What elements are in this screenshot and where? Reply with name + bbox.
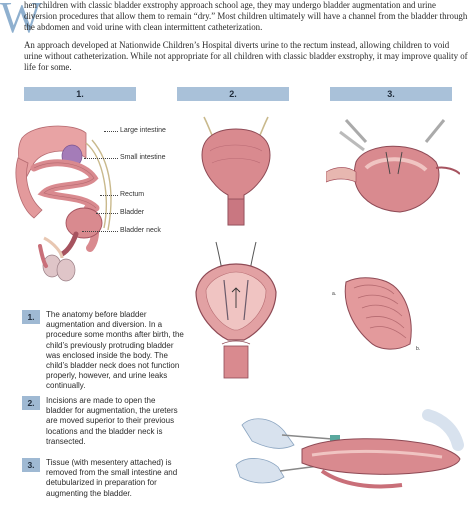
- leader-large-intestine: [104, 131, 118, 132]
- intro-paragraph-1: hen children with classic bladder exstrophy approach school age, they may undergo bladder augmentation and urine diversion procedures that allow them to remain “dry.” Most children ultimately will have a channel from the bladder through the abdomen and void urine with clean intermittent catheterization.: [24, 0, 468, 33]
- label-small-intestine: Small intestine: [120, 154, 166, 161]
- step-3-text: Tissue (with mesentery attached) is removed from the small intestine and detubularized in preparation for augmenting the bladder.: [46, 458, 178, 498]
- step-2: [22, 396, 178, 456]
- anatomy-drawing: [14, 118, 134, 290]
- label-large-intestine: Large intestine: [120, 127, 166, 134]
- anatomy-illustration: [14, 118, 134, 290]
- intestine-illustration: [232, 405, 468, 505]
- leader-rectum: [100, 195, 118, 196]
- intro-paragraph-2: An approach developed at Nationwide Children’s Hospital diverts urine to the rectum instead, allowing children to void urine without catheterization. While not appropriate for all children with classic bladder exstrophy, it may improve quality of life for some.: [24, 40, 468, 73]
- opened-bladder-illustration: [186, 240, 286, 380]
- opened-bladder-drawing: [186, 240, 286, 380]
- step-1-text: The anatomy before bladder augmentation and diversion. In a procedure some months after birth, the child’s previously protruding bladder was enclosed inside the body. The child’s bladder neck does not function properly, however, and urine leaks continually.: [46, 310, 184, 391]
- step-3: [22, 458, 178, 508]
- column-header-3: 3.: [330, 87, 452, 101]
- step-3-number: 3.: [22, 458, 40, 472]
- surgery-drawing: [326, 112, 460, 222]
- column-header-1: 1.: [24, 87, 136, 101]
- bladder-drawing: [190, 115, 282, 227]
- surgery-illustration: [326, 112, 460, 222]
- step-2-text: Incisions are made to open the bladder for augmentation, the ureters are moved superior to their previous locations and the bladder neck is transected.: [46, 396, 178, 446]
- step-2-number: 2.: [22, 396, 40, 410]
- detubularized-tissue-illustration: [332, 272, 421, 356]
- bladder-illustration: [190, 115, 282, 227]
- leader-small-intestine: [84, 158, 118, 159]
- intestine-drawing: [232, 405, 468, 505]
- drop-cap: W: [0, 0, 42, 42]
- leader-bladder-neck: [82, 231, 118, 232]
- figure-label-b: b.: [416, 346, 421, 352]
- column-header-2: 2.: [177, 87, 289, 101]
- leader-bladder: [96, 213, 118, 214]
- step-1-number: 1.: [22, 310, 40, 324]
- label-rectum: Rectum: [120, 191, 145, 198]
- figure-label-a: a.: [332, 291, 337, 297]
- step-1: [22, 310, 184, 391]
- label-bladder: Bladder: [120, 209, 145, 216]
- detubularized-tissue-drawing: [332, 272, 421, 356]
- label-bladder-neck: Bladder neck: [120, 227, 161, 234]
